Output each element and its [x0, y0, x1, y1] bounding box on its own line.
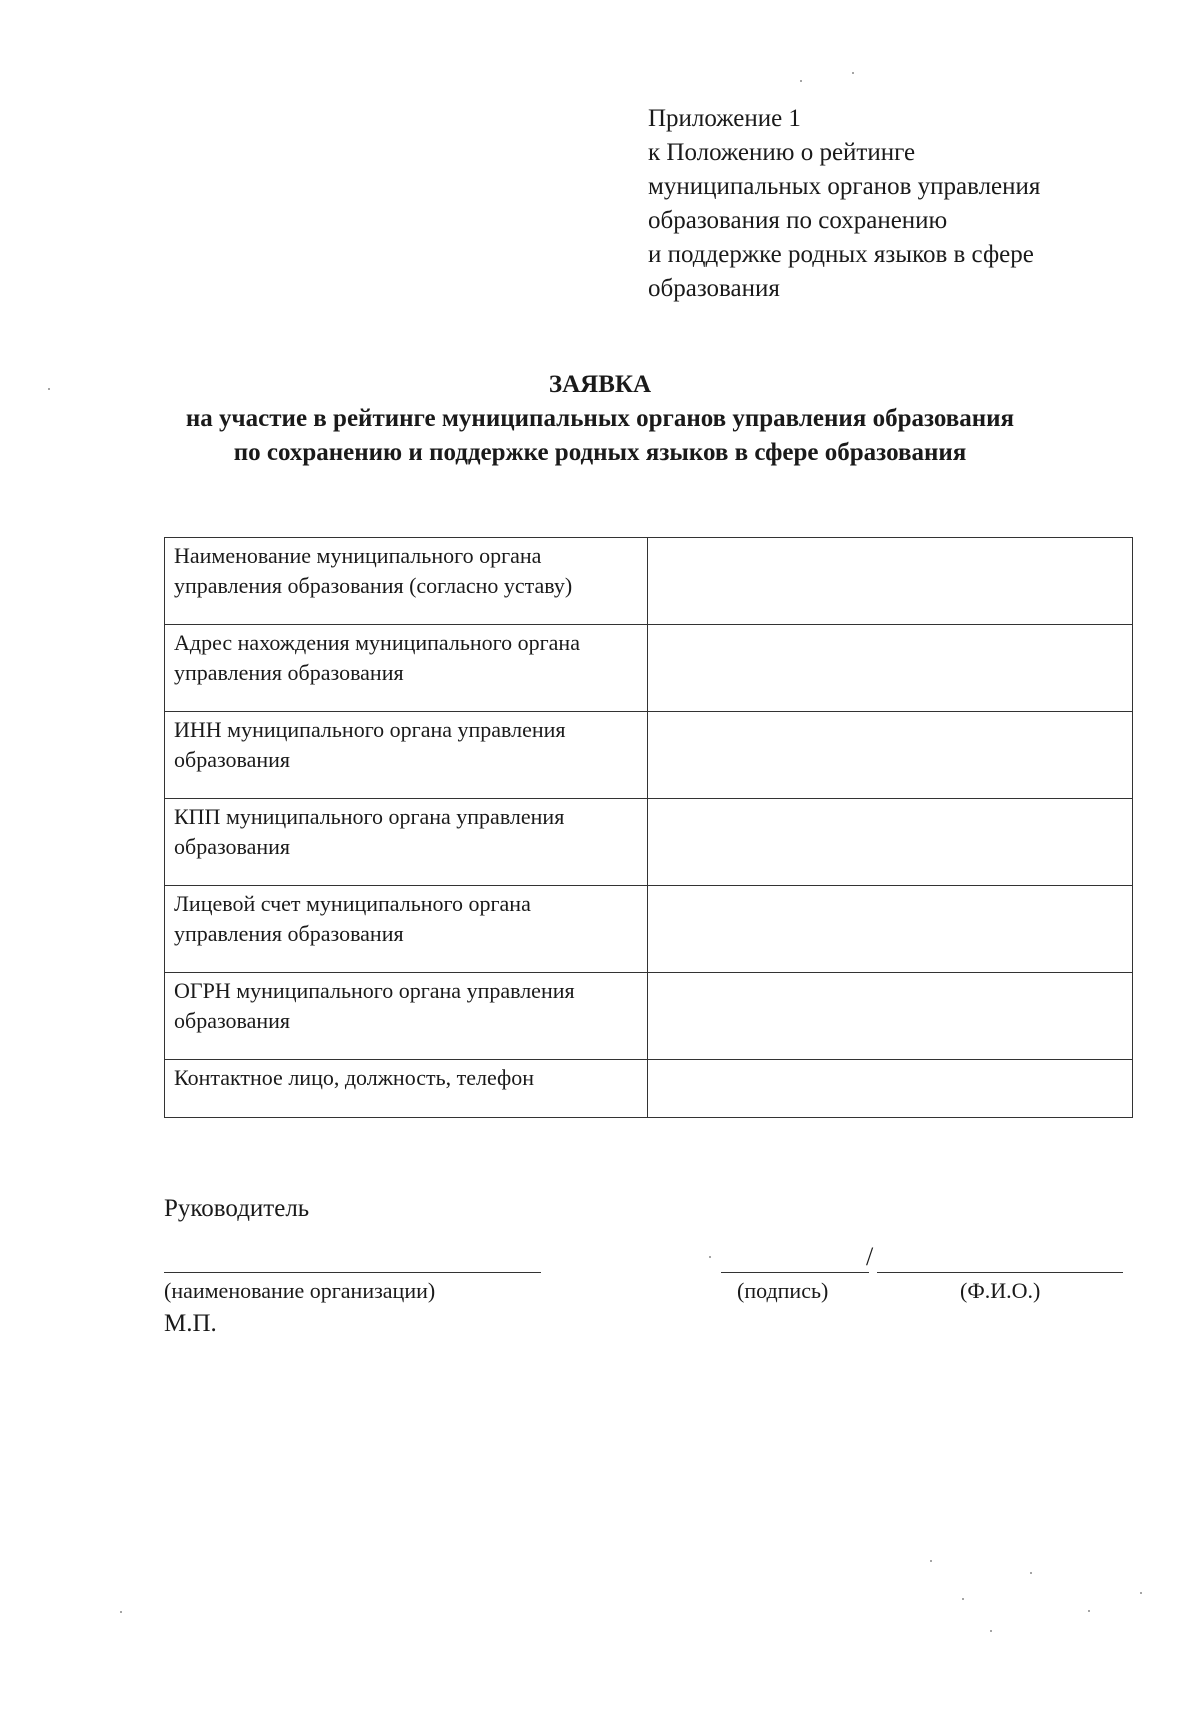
table-row — [165, 886, 1133, 973]
scan-speck — [962, 1598, 964, 1600]
row-label-account: Лицевой счет муниципального органа управления образования — [165, 886, 648, 973]
appendix-line: образования по сохранению — [648, 207, 948, 234]
scan-speck — [120, 1611, 122, 1613]
scan-speck — [1140, 1592, 1142, 1594]
scan-speck — [48, 388, 50, 390]
appendix-line: муниципальных органов управления — [648, 173, 1041, 200]
stamp-placeholder: М.П. — [164, 1310, 217, 1337]
title-line-2: по сохранению и поддержке родных языков в сфере образования — [233, 439, 967, 466]
head-label: Руководитель — [164, 1195, 310, 1222]
org-name-caption: (наименование организации) — [164, 1278, 436, 1303]
scan-speck — [1030, 1572, 1032, 1574]
table-row — [165, 973, 1133, 1060]
table-row — [165, 625, 1133, 712]
appendix-line: образования — [648, 275, 780, 302]
table-row — [165, 538, 1133, 625]
row-value-inn[interactable] — [648, 712, 1133, 799]
row-value-name[interactable] — [648, 538, 1133, 625]
scan-speck — [1088, 1610, 1090, 1612]
scan-speck — [709, 1256, 711, 1258]
row-value-ogrn[interactable] — [648, 973, 1133, 1060]
row-label-kpp: КПП муниципального органа управления образования — [165, 799, 648, 886]
row-label-inn: ИНН муниципального органа управления образования — [165, 712, 648, 799]
table-row — [165, 712, 1133, 799]
scan-speck — [800, 80, 802, 82]
signature-line[interactable] — [721, 1272, 869, 1273]
row-value-kpp[interactable] — [648, 799, 1133, 886]
signature-caption: (подпись) — [737, 1278, 829, 1303]
signature-slash: / — [866, 1242, 874, 1271]
org-name-line[interactable] — [164, 1272, 541, 1273]
document-title — [0, 368, 1200, 470]
table-row — [165, 1060, 1133, 1118]
appendix-reference — [648, 102, 1168, 306]
appendix-line: Приложение 1 — [648, 105, 801, 132]
application-form-table — [164, 537, 1133, 1118]
row-label-address: Адрес нахождения муниципального органа управления образования — [165, 625, 648, 712]
full-name-line[interactable] — [877, 1272, 1123, 1273]
row-value-account[interactable] — [648, 886, 1133, 973]
title-heading: ЗАЯВКА — [548, 371, 652, 398]
scan-speck — [930, 1560, 932, 1562]
appendix-line: к Положению о рейтинге — [648, 139, 916, 166]
row-value-contact[interactable] — [648, 1060, 1133, 1118]
scan-speck — [990, 1630, 992, 1632]
scan-speck — [852, 72, 854, 74]
table-row — [165, 799, 1133, 886]
row-label-ogrn: ОГРН муниципального органа управления образования — [165, 973, 648, 1060]
title-line-1: на участие в рейтинге муниципальных органов управления образования — [185, 405, 1015, 432]
row-value-address[interactable] — [648, 625, 1133, 712]
appendix-line: и поддержке родных языков в сфере — [648, 241, 1034, 268]
row-label-contact: Контактное лицо, должность, телефон — [165, 1060, 648, 1118]
full-name-caption: (Ф.И.О.) — [960, 1278, 1041, 1303]
row-label-name: Наименование муниципального органа управления образования (согласно уставу) — [165, 538, 648, 625]
